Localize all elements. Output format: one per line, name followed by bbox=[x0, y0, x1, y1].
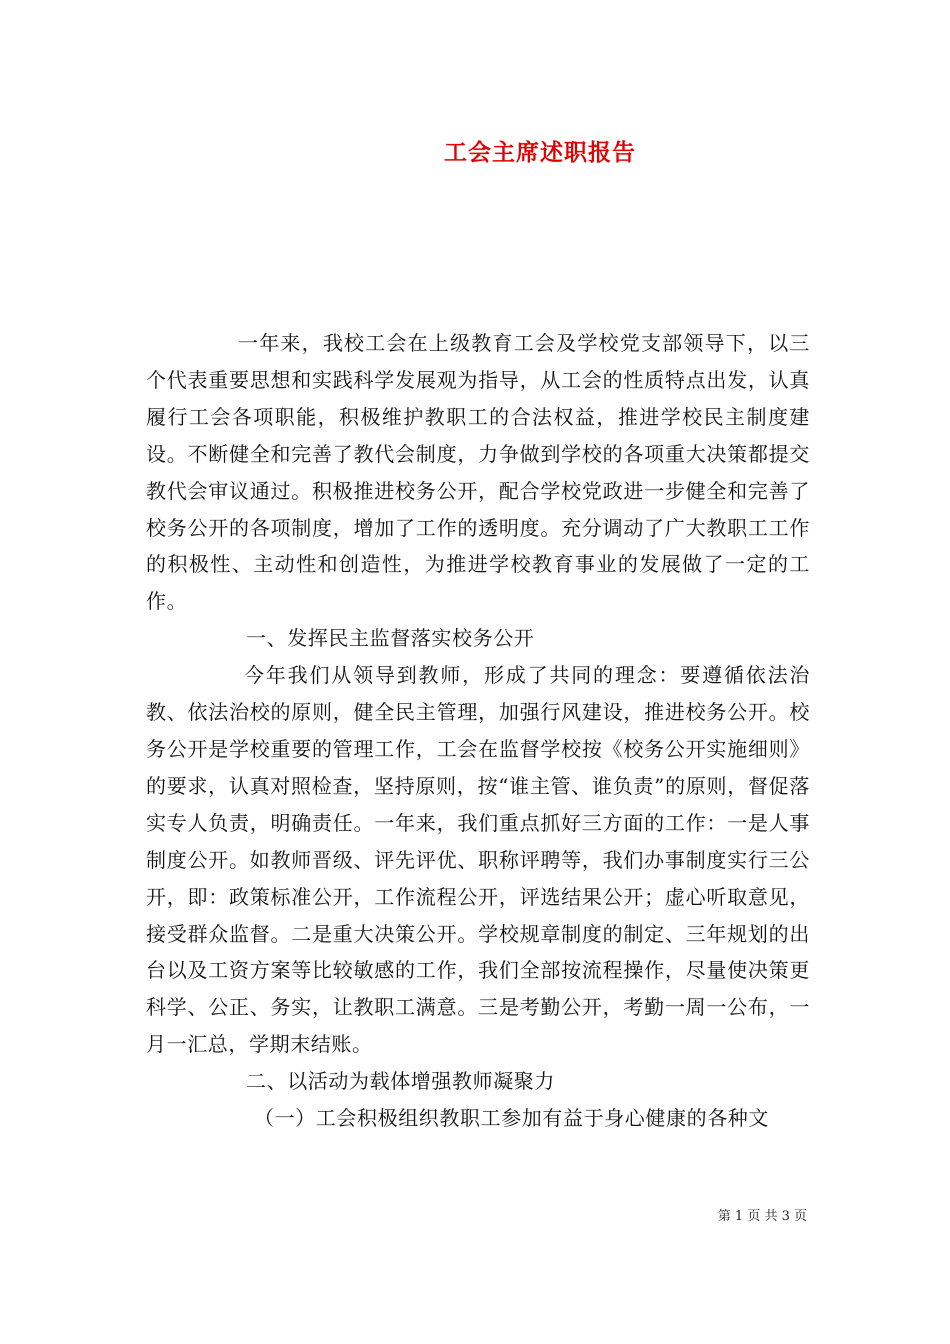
section-heading-2: 二、以活动为载体增强教师凝聚力 bbox=[246, 1069, 555, 1094]
paragraph-section-1: 今年我们从领导到教师，形成了共同的理念：要遵循依法治教、依法治校的原则，健全民主管理，加强行风建设，推进校务公开。校务公开是学校重要的管理工作，工会在监督学校按《校务公开实施细则》的要求，认真对照检查，坚持原则，按“谁主管、谁负责”的原则，督促落实专人负责，明确责任。一年来，我们重点抓好三方面的工作：一是人事制度公开。如教师晋级、评先评优、职称评聘等，我们办事制度实行三公开，即：政策标准公开，工作流程公开，评选结果公开；虚心听取意见，接受群众监督。二是重大决策公开。学校规章制度的制定、三年规划的出台以及工资方案等比较敏感的工作，我们全部按流程操作，尽量使决策更科学、公正、务实，让教职工满意。三是考勤公开，考勤一周一公布，一月一汇总，学期末结账。 bbox=[146, 663, 810, 1057]
section-heading-1: 一、发挥民主监督落实校务公开 bbox=[246, 626, 535, 651]
paragraph-intro: 一年来，我校工会在上级教育工会及学校党支部领导下，以三个代表重要思想和实践科学发展观为指导，从工会的性质特点出发，认真履行工会各项职能，积极维护教职工的合法权益，推进学校民主制度建设。不断健全和完善了教代会制度，力争做到学校的各项重大决策都提交教代会审议通过。积极推进校务公开，配合学校党政进一步健全和完善了校务公开的各项制度，增加了工作的透明度。充分调动了广大教职工工作的积极性、主动性和创造性，为推进学校教育事业的发展做了一定的工作。 bbox=[146, 331, 810, 614]
page-footer: 第 1 页 共 3 页 bbox=[717, 1209, 807, 1224]
document-title: 工会主席述职报告 bbox=[444, 139, 636, 166]
document-body bbox=[146, 325, 810, 1137]
paragraph-subsection-1: （一）工会积极组织教职工参加有益于身心健康的各种文 bbox=[254, 1106, 769, 1131]
